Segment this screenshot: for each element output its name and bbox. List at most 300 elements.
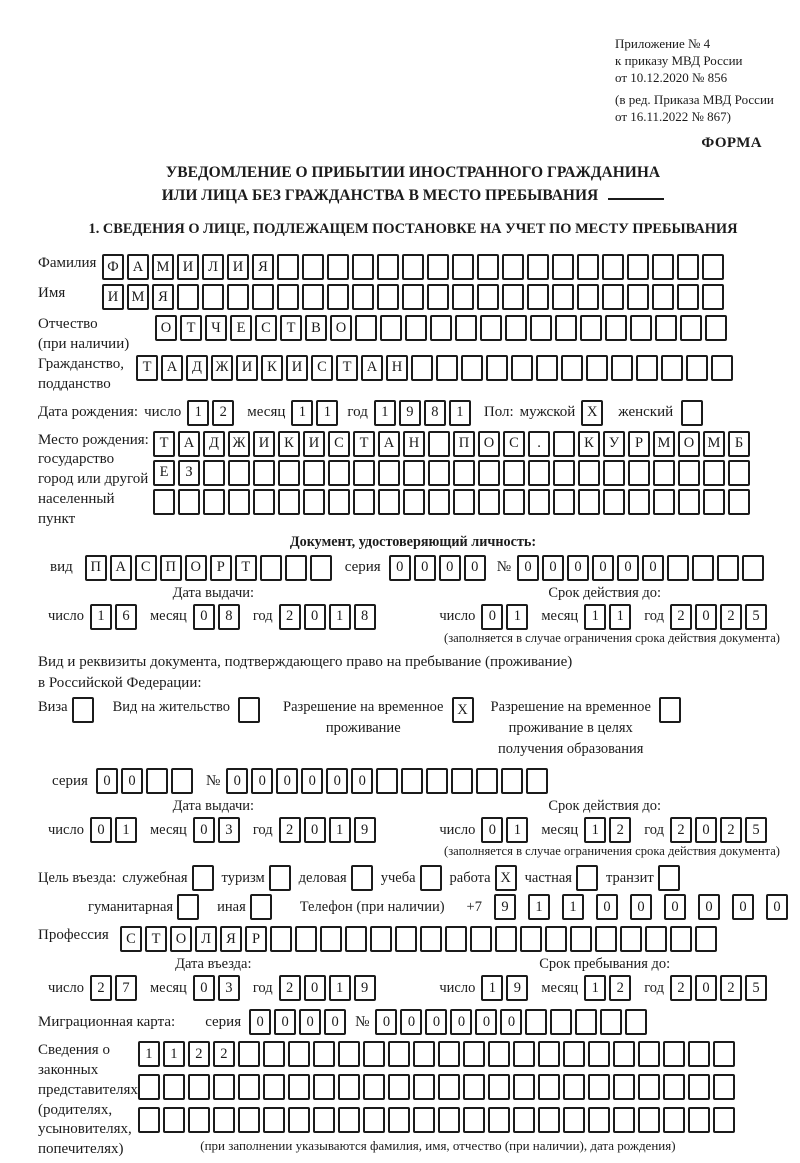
char-box[interactable] (285, 555, 307, 581)
char-box[interactable] (627, 254, 649, 280)
char-box[interactable]: 1 (329, 604, 351, 630)
char-box[interactable]: 2 (279, 604, 301, 630)
char-box[interactable] (345, 926, 367, 952)
char-box[interactable] (428, 460, 450, 486)
char-box[interactable]: 0 (400, 1009, 422, 1035)
char-box[interactable] (363, 1074, 385, 1100)
char-box[interactable] (138, 1107, 160, 1133)
char-box[interactable] (553, 460, 575, 486)
char-box[interactable] (555, 315, 577, 341)
char-box[interactable] (638, 1107, 660, 1133)
char-box[interactable] (688, 1107, 710, 1133)
char-box[interactable]: 0 (193, 817, 215, 843)
char-box[interactable]: 2 (279, 975, 301, 1001)
char-box[interactable] (713, 1074, 735, 1100)
char-box[interactable] (545, 926, 567, 952)
char-box[interactable] (702, 284, 724, 310)
char-box[interactable]: Е (230, 315, 252, 341)
char-box[interactable]: Ч (205, 315, 227, 341)
char-box[interactable] (553, 489, 575, 515)
title-blank-line[interactable] (608, 186, 664, 200)
char-box[interactable]: 5 (745, 604, 767, 630)
char-box[interactable] (153, 489, 175, 515)
char-box[interactable]: А (161, 355, 183, 381)
char-box[interactable] (388, 1074, 410, 1100)
char-box[interactable]: 1 (506, 604, 528, 630)
char-box[interactable]: 0 (326, 768, 348, 794)
char-box[interactable]: Д (186, 355, 208, 381)
char-box[interactable] (278, 460, 300, 486)
char-box[interactable] (520, 926, 542, 952)
char-box[interactable]: Я (220, 926, 242, 952)
char-box[interactable]: 1 (609, 604, 631, 630)
char-box[interactable] (263, 1074, 285, 1100)
char-box[interactable] (550, 1009, 572, 1035)
char-box[interactable]: 0 (276, 768, 298, 794)
char-box[interactable] (455, 315, 477, 341)
char-box[interactable] (338, 1074, 360, 1100)
char-box[interactable] (478, 460, 500, 486)
char-box[interactable] (288, 1107, 310, 1133)
char-box[interactable]: 1 (506, 817, 528, 843)
char-box[interactable] (538, 1041, 560, 1067)
temp-residence-edu-checkbox[interactable] (659, 697, 681, 723)
char-box[interactable] (502, 254, 524, 280)
temp-residence-checkbox[interactable]: X (452, 697, 474, 723)
char-box[interactable]: 1 (138, 1041, 160, 1067)
char-box[interactable] (570, 926, 592, 952)
char-box[interactable] (188, 1074, 210, 1100)
char-box[interactable]: . (528, 431, 550, 457)
char-box[interactable] (401, 768, 423, 794)
char-box[interactable] (661, 355, 683, 381)
char-box[interactable] (670, 926, 692, 952)
char-box[interactable] (413, 1041, 435, 1067)
char-box[interactable]: Н (386, 355, 408, 381)
char-box[interactable] (238, 1041, 260, 1067)
char-box[interactable] (678, 489, 700, 515)
char-box[interactable]: З (178, 460, 200, 486)
char-box[interactable] (253, 460, 275, 486)
char-box[interactable] (702, 254, 724, 280)
char-box[interactable] (452, 254, 474, 280)
char-box[interactable] (427, 284, 449, 310)
char-box[interactable]: Ж (211, 355, 233, 381)
char-box[interactable]: Т (235, 555, 257, 581)
char-box[interactable]: 1 (163, 1041, 185, 1067)
char-box[interactable]: Я (152, 284, 174, 310)
purpose-study-checkbox[interactable] (420, 865, 442, 891)
char-box[interactable]: И (236, 355, 258, 381)
char-box[interactable] (711, 355, 733, 381)
char-box[interactable]: 0 (475, 1009, 497, 1035)
char-box[interactable]: Р (628, 431, 650, 457)
char-box[interactable] (327, 284, 349, 310)
char-box[interactable] (378, 460, 400, 486)
char-box[interactable]: П (85, 555, 107, 581)
purpose-humanitarian-checkbox[interactable] (177, 894, 199, 920)
char-box[interactable]: 0 (481, 604, 503, 630)
char-box[interactable]: Т (180, 315, 202, 341)
char-box[interactable] (578, 489, 600, 515)
char-box[interactable]: А (127, 254, 149, 280)
char-box[interactable] (742, 555, 764, 581)
char-box[interactable] (476, 768, 498, 794)
char-box[interactable] (561, 355, 583, 381)
char-box[interactable] (438, 1107, 460, 1133)
char-box[interactable] (688, 1041, 710, 1067)
char-box[interactable] (352, 254, 374, 280)
char-box[interactable]: 8 (218, 604, 240, 630)
char-box[interactable]: Т (153, 431, 175, 457)
char-box[interactable]: П (453, 431, 475, 457)
char-box[interactable] (600, 1009, 622, 1035)
char-box[interactable] (503, 460, 525, 486)
char-box[interactable] (605, 315, 627, 341)
char-box[interactable] (628, 489, 650, 515)
char-box[interactable]: 8 (354, 604, 376, 630)
char-box[interactable] (653, 460, 675, 486)
char-box[interactable]: 0 (695, 817, 717, 843)
char-box[interactable] (428, 431, 450, 457)
char-box[interactable]: Т (145, 926, 167, 952)
char-box[interactable]: 0 (351, 768, 373, 794)
char-box[interactable] (728, 460, 750, 486)
char-box[interactable]: М (152, 254, 174, 280)
char-box[interactable] (586, 355, 608, 381)
char-box[interactable]: 0 (592, 555, 614, 581)
char-box[interactable]: 0 (464, 555, 486, 581)
char-box[interactable]: С (311, 355, 333, 381)
char-box[interactable]: 2 (720, 817, 742, 843)
char-box[interactable] (678, 460, 700, 486)
char-box[interactable]: Р (210, 555, 232, 581)
char-box[interactable]: С (120, 926, 142, 952)
char-box[interactable] (310, 555, 332, 581)
char-box[interactable] (563, 1041, 585, 1067)
char-box[interactable] (470, 926, 492, 952)
char-box[interactable] (260, 555, 282, 581)
char-box[interactable]: 6 (115, 604, 137, 630)
char-box[interactable]: 2 (212, 400, 234, 426)
char-box[interactable]: Ф (102, 254, 124, 280)
char-box[interactable]: 0 (766, 894, 788, 920)
char-box[interactable]: 1 (449, 400, 471, 426)
char-box[interactable] (588, 1074, 610, 1100)
char-box[interactable] (525, 1009, 547, 1035)
char-box[interactable]: 2 (670, 604, 692, 630)
char-box[interactable]: 2 (188, 1041, 210, 1067)
char-box[interactable] (138, 1074, 160, 1100)
char-box[interactable]: 2 (720, 975, 742, 1001)
char-box[interactable]: 0 (301, 768, 323, 794)
char-box[interactable] (703, 460, 725, 486)
char-box[interactable]: 1 (584, 975, 606, 1001)
char-box[interactable] (717, 555, 739, 581)
char-box[interactable]: О (170, 926, 192, 952)
char-box[interactable] (575, 1009, 597, 1035)
char-box[interactable]: А (178, 431, 200, 457)
char-box[interactable]: 1 (329, 817, 351, 843)
char-box[interactable] (477, 254, 499, 280)
char-box[interactable]: 9 (494, 894, 516, 920)
char-box[interactable]: 2 (609, 975, 631, 1001)
char-box[interactable]: Ж (228, 431, 250, 457)
char-box[interactable]: У (603, 431, 625, 457)
char-box[interactable]: 0 (567, 555, 589, 581)
char-box[interactable] (338, 1041, 360, 1067)
char-box[interactable] (277, 254, 299, 280)
char-box[interactable] (171, 768, 193, 794)
char-box[interactable] (613, 1041, 635, 1067)
char-box[interactable] (363, 1107, 385, 1133)
char-box[interactable]: О (678, 431, 700, 457)
char-box[interactable]: 9 (354, 817, 376, 843)
char-box[interactable] (463, 1107, 485, 1133)
char-box[interactable] (501, 768, 523, 794)
char-box[interactable] (320, 926, 342, 952)
char-box[interactable] (705, 315, 727, 341)
char-box[interactable]: Д (203, 431, 225, 457)
char-box[interactable] (430, 315, 452, 341)
purpose-other-checkbox[interactable] (250, 894, 272, 920)
char-box[interactable] (613, 1107, 635, 1133)
purpose-official-checkbox[interactable] (192, 865, 214, 891)
char-box[interactable]: 2 (609, 817, 631, 843)
char-box[interactable] (178, 489, 200, 515)
char-box[interactable]: С (328, 431, 350, 457)
char-box[interactable]: 3 (218, 975, 240, 1001)
char-box[interactable]: 0 (304, 604, 326, 630)
char-box[interactable] (203, 489, 225, 515)
purpose-tourism-checkbox[interactable] (269, 865, 291, 891)
char-box[interactable] (253, 489, 275, 515)
char-box[interactable]: 0 (450, 1009, 472, 1035)
char-box[interactable] (213, 1107, 235, 1133)
char-box[interactable]: 0 (695, 975, 717, 1001)
char-box[interactable] (538, 1074, 560, 1100)
char-box[interactable] (488, 1041, 510, 1067)
char-box[interactable] (667, 555, 689, 581)
char-box[interactable]: К (261, 355, 283, 381)
char-box[interactable]: П (160, 555, 182, 581)
char-box[interactable] (453, 489, 475, 515)
char-box[interactable] (363, 1041, 385, 1067)
char-box[interactable] (436, 355, 458, 381)
char-box[interactable] (728, 489, 750, 515)
char-box[interactable]: 1 (90, 604, 112, 630)
char-box[interactable] (438, 1074, 460, 1100)
char-box[interactable]: Т (353, 431, 375, 457)
char-box[interactable]: Е (153, 460, 175, 486)
char-box[interactable] (426, 768, 448, 794)
char-box[interactable] (611, 355, 633, 381)
char-box[interactable] (403, 460, 425, 486)
char-box[interactable] (638, 1074, 660, 1100)
char-box[interactable] (630, 315, 652, 341)
purpose-work-checkbox[interactable]: X (495, 865, 517, 891)
char-box[interactable] (370, 926, 392, 952)
char-box[interactable]: 3 (218, 817, 240, 843)
visa-checkbox[interactable] (72, 697, 94, 723)
char-box[interactable]: 2 (720, 604, 742, 630)
char-box[interactable] (502, 284, 524, 310)
char-box[interactable] (563, 1074, 585, 1100)
char-box[interactable] (313, 1074, 335, 1100)
char-box[interactable] (695, 926, 717, 952)
char-box[interactable] (277, 284, 299, 310)
char-box[interactable]: И (303, 431, 325, 457)
char-box[interactable] (653, 489, 675, 515)
char-box[interactable]: 7 (115, 975, 137, 1001)
char-box[interactable] (451, 768, 473, 794)
char-box[interactable] (677, 284, 699, 310)
char-box[interactable] (213, 1074, 235, 1100)
char-box[interactable] (580, 315, 602, 341)
char-box[interactable] (438, 1041, 460, 1067)
char-box[interactable] (163, 1074, 185, 1100)
char-box[interactable] (486, 355, 508, 381)
char-box[interactable]: М (653, 431, 675, 457)
char-box[interactable]: 9 (354, 975, 376, 1001)
char-box[interactable] (652, 284, 674, 310)
char-box[interactable]: О (330, 315, 352, 341)
char-box[interactable]: С (503, 431, 525, 457)
char-box[interactable] (530, 315, 552, 341)
residence-permit-checkbox[interactable] (238, 697, 260, 723)
char-box[interactable]: 0 (226, 768, 248, 794)
char-box[interactable] (652, 254, 674, 280)
char-box[interactable]: 0 (274, 1009, 296, 1035)
char-box[interactable]: И (177, 254, 199, 280)
char-box[interactable]: 0 (251, 768, 273, 794)
char-box[interactable] (552, 254, 574, 280)
char-box[interactable] (388, 1041, 410, 1067)
char-box[interactable] (636, 355, 658, 381)
char-box[interactable]: 2 (670, 975, 692, 1001)
char-box[interactable]: 0 (542, 555, 564, 581)
char-box[interactable] (328, 489, 350, 515)
char-box[interactable] (378, 489, 400, 515)
char-box[interactable]: К (278, 431, 300, 457)
char-box[interactable] (677, 254, 699, 280)
char-box[interactable] (511, 355, 533, 381)
char-box[interactable] (177, 284, 199, 310)
char-box[interactable]: Т (136, 355, 158, 381)
char-box[interactable] (528, 460, 550, 486)
char-box[interactable]: 0 (389, 555, 411, 581)
char-box[interactable]: 9 (399, 400, 421, 426)
char-box[interactable]: 0 (732, 894, 754, 920)
char-box[interactable] (377, 254, 399, 280)
char-box[interactable]: О (478, 431, 500, 457)
char-box[interactable] (527, 254, 549, 280)
char-box[interactable] (428, 489, 450, 515)
char-box[interactable] (528, 489, 550, 515)
char-box[interactable] (228, 489, 250, 515)
char-box[interactable]: С (135, 555, 157, 581)
purpose-transit-checkbox[interactable] (658, 865, 680, 891)
char-box[interactable]: 1 (562, 894, 584, 920)
char-box[interactable] (577, 284, 599, 310)
char-box[interactable] (463, 1041, 485, 1067)
char-box[interactable]: 0 (96, 768, 118, 794)
char-box[interactable] (527, 284, 549, 310)
char-box[interactable]: Т (336, 355, 358, 381)
char-box[interactable] (480, 315, 502, 341)
char-box[interactable] (588, 1107, 610, 1133)
char-box[interactable] (553, 431, 575, 457)
char-box[interactable] (477, 284, 499, 310)
char-box[interactable] (270, 926, 292, 952)
char-box[interactable]: 0 (375, 1009, 397, 1035)
char-box[interactable]: 0 (425, 1009, 447, 1035)
char-box[interactable] (552, 284, 574, 310)
char-box[interactable] (613, 1074, 635, 1100)
char-box[interactable]: Л (195, 926, 217, 952)
char-box[interactable] (488, 1074, 510, 1100)
char-box[interactable] (453, 460, 475, 486)
male-checkbox[interactable]: X (581, 400, 603, 426)
char-box[interactable] (578, 460, 600, 486)
char-box[interactable] (655, 315, 677, 341)
char-box[interactable]: 2 (90, 975, 112, 1001)
char-box[interactable]: М (703, 431, 725, 457)
char-box[interactable] (238, 1074, 260, 1100)
char-box[interactable]: 0 (517, 555, 539, 581)
char-box[interactable]: Р (245, 926, 267, 952)
char-box[interactable]: 5 (745, 817, 767, 843)
char-box[interactable]: 2 (670, 817, 692, 843)
char-box[interactable]: О (155, 315, 177, 341)
char-box[interactable]: К (578, 431, 600, 457)
char-box[interactable] (478, 489, 500, 515)
char-box[interactable]: 0 (249, 1009, 271, 1035)
char-box[interactable] (353, 489, 375, 515)
char-box[interactable] (713, 1041, 735, 1067)
char-box[interactable] (203, 460, 225, 486)
char-box[interactable] (352, 284, 374, 310)
char-box[interactable] (313, 1107, 335, 1133)
char-box[interactable] (302, 284, 324, 310)
purpose-business-checkbox[interactable] (351, 865, 373, 891)
char-box[interactable]: 2 (279, 817, 301, 843)
char-box[interactable] (602, 284, 624, 310)
char-box[interactable] (461, 355, 483, 381)
char-box[interactable] (463, 1074, 485, 1100)
char-box[interactable]: И (227, 254, 249, 280)
char-box[interactable] (703, 489, 725, 515)
char-box[interactable] (427, 254, 449, 280)
char-box[interactable] (526, 768, 548, 794)
char-box[interactable]: И (253, 431, 275, 457)
char-box[interactable] (288, 1041, 310, 1067)
char-box[interactable]: 0 (90, 817, 112, 843)
char-box[interactable] (513, 1107, 535, 1133)
char-box[interactable] (202, 284, 224, 310)
char-box[interactable] (328, 460, 350, 486)
char-box[interactable]: 0 (617, 555, 639, 581)
char-box[interactable] (620, 926, 642, 952)
char-box[interactable]: 1 (584, 817, 606, 843)
char-box[interactable]: О (185, 555, 207, 581)
char-box[interactable] (163, 1107, 185, 1133)
char-box[interactable]: 0 (439, 555, 461, 581)
char-box[interactable] (663, 1041, 685, 1067)
char-box[interactable] (405, 315, 427, 341)
char-box[interactable] (355, 315, 377, 341)
purpose-private-checkbox[interactable] (576, 865, 598, 891)
